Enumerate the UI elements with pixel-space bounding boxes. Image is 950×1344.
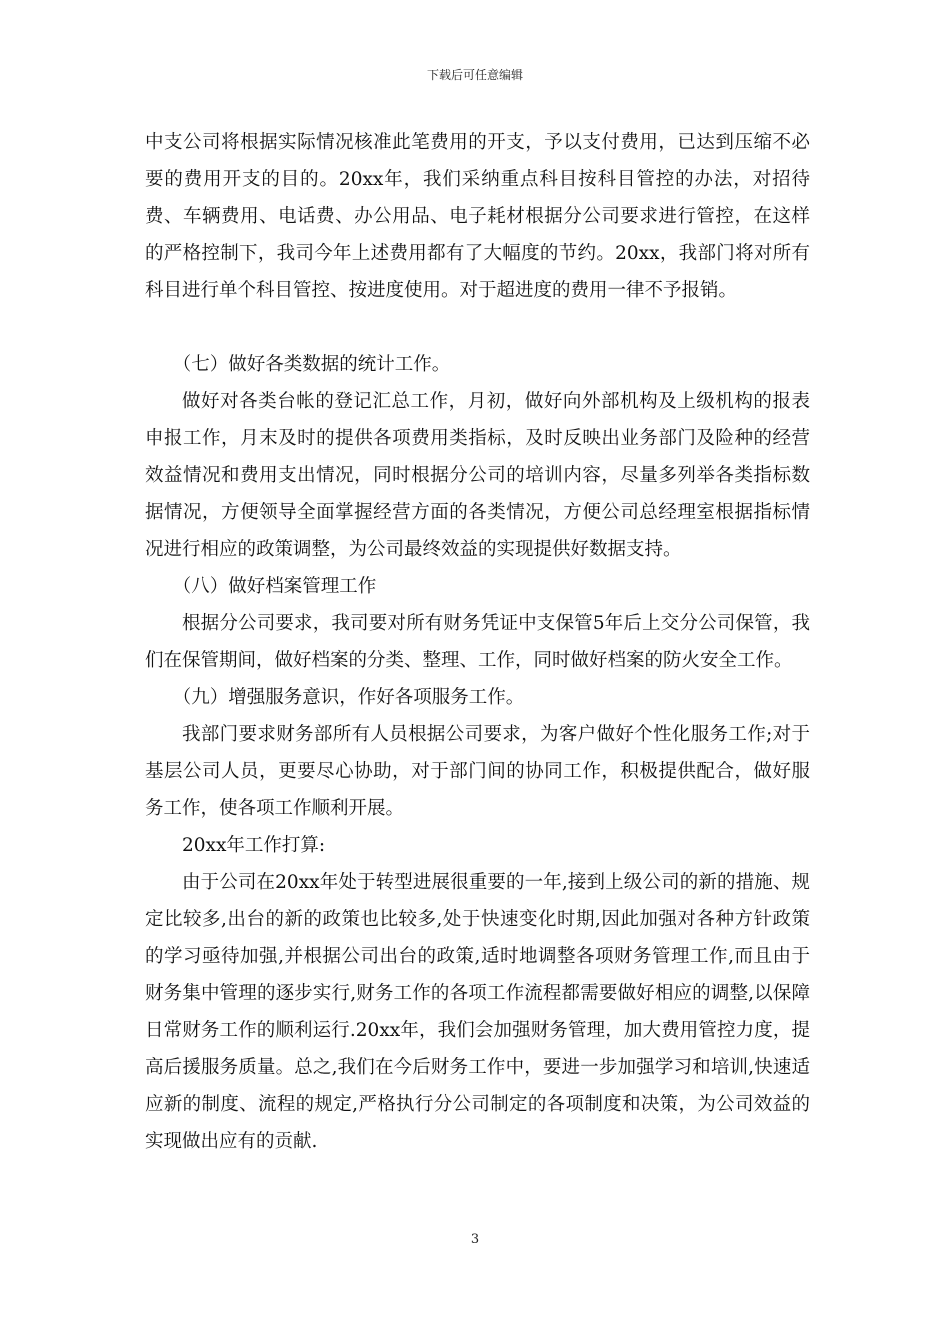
paragraph-service: 我部门要求财务部所有人员根据公司要求，为客户做好个性化服务工作;对于基层公司人员，更要尽心协助，对于部门间的协同工作，积极提供配合，做好服务工作，使各项工作顺利开展。 (145, 724, 810, 819)
paragraph-work-plan: 由于公司在20xx年处于转型进展很重要的一年,接到上级公司的新的措施、规定比较多,出台的新的政策也比较多,处于快速变化时期,因此加强对各种方针政策的学习亟待加强,并根据公司出台的政策,适时地调整各项财务管理工作,而且由于财务集中管理的逐步实行,财务工作的各项工作流程都需要做好相应的调整,以保障日常财务工作的顺利运行.20xx年，我们会加强财务管理，加大费用管控力度，提高后援服务质量。总之,我们在今后财务工作中，要进一步加强学习和培训,快速适应新的制度、流程的规定,严格执行分公司制定的各项制度和决策，为公司效益的实现做出应有的贡献. (145, 872, 810, 1152)
heading-section-8: （八）做好档案管理工作 (172, 576, 377, 597)
document-body (145, 124, 810, 1160)
paragraph-expense-control: 中支公司将根据实际情况核准此笔费用的开支，予以支付费用，已达到压缩不必要的费用开支的目的。20xx年，我们采纳重点科目按科目管控的办法，对招待费、车辆费用、电话费、办公用品、电子耗材根据分公司要求进行管控，在这样的严格控制下，我司今年上述费用都有了大幅度的节约。20xx，我部门将对所有科目进行单个科目管控、按进度使用。对于超进度的费用一律不予报销。 (145, 132, 810, 301)
paragraph-statistics: 做好对各类台帐的登记汇总工作，月初，做好向外部机构及上级机构的报表申报工作，月末及时的提供各项费用类指标，及时反映出业务部门及险种的经营效益情况和费用支出情况，同时根据分公司的培训内容，尽量多列举各类指标数据情况，方便领导全面掌握经营方面的各类情况，方便公司总经理室根据指标情况进行相应的政策调整，为公司最终效益的实现提供好数据支持。 (145, 391, 810, 560)
paragraph-archives: 根据分公司要求，我司要对所有财务凭证中支保管5年后上交分公司保管，我们在保管期间，做好档案的分类、整理、工作，同时做好档案的防火安全工作。 (145, 613, 810, 671)
page-header: 下载后可任意编辑 (426, 68, 523, 82)
page-number: 3 (470, 1232, 480, 1247)
paragraph-gap (145, 309, 810, 346)
heading-work-plan: 20xx年工作打算: (182, 835, 326, 856)
heading-section-9: （九）增强服务意识，作好各项服务工作。 (172, 687, 525, 708)
heading-section-7: （七）做好各类数据的统计工作。 (172, 354, 451, 375)
